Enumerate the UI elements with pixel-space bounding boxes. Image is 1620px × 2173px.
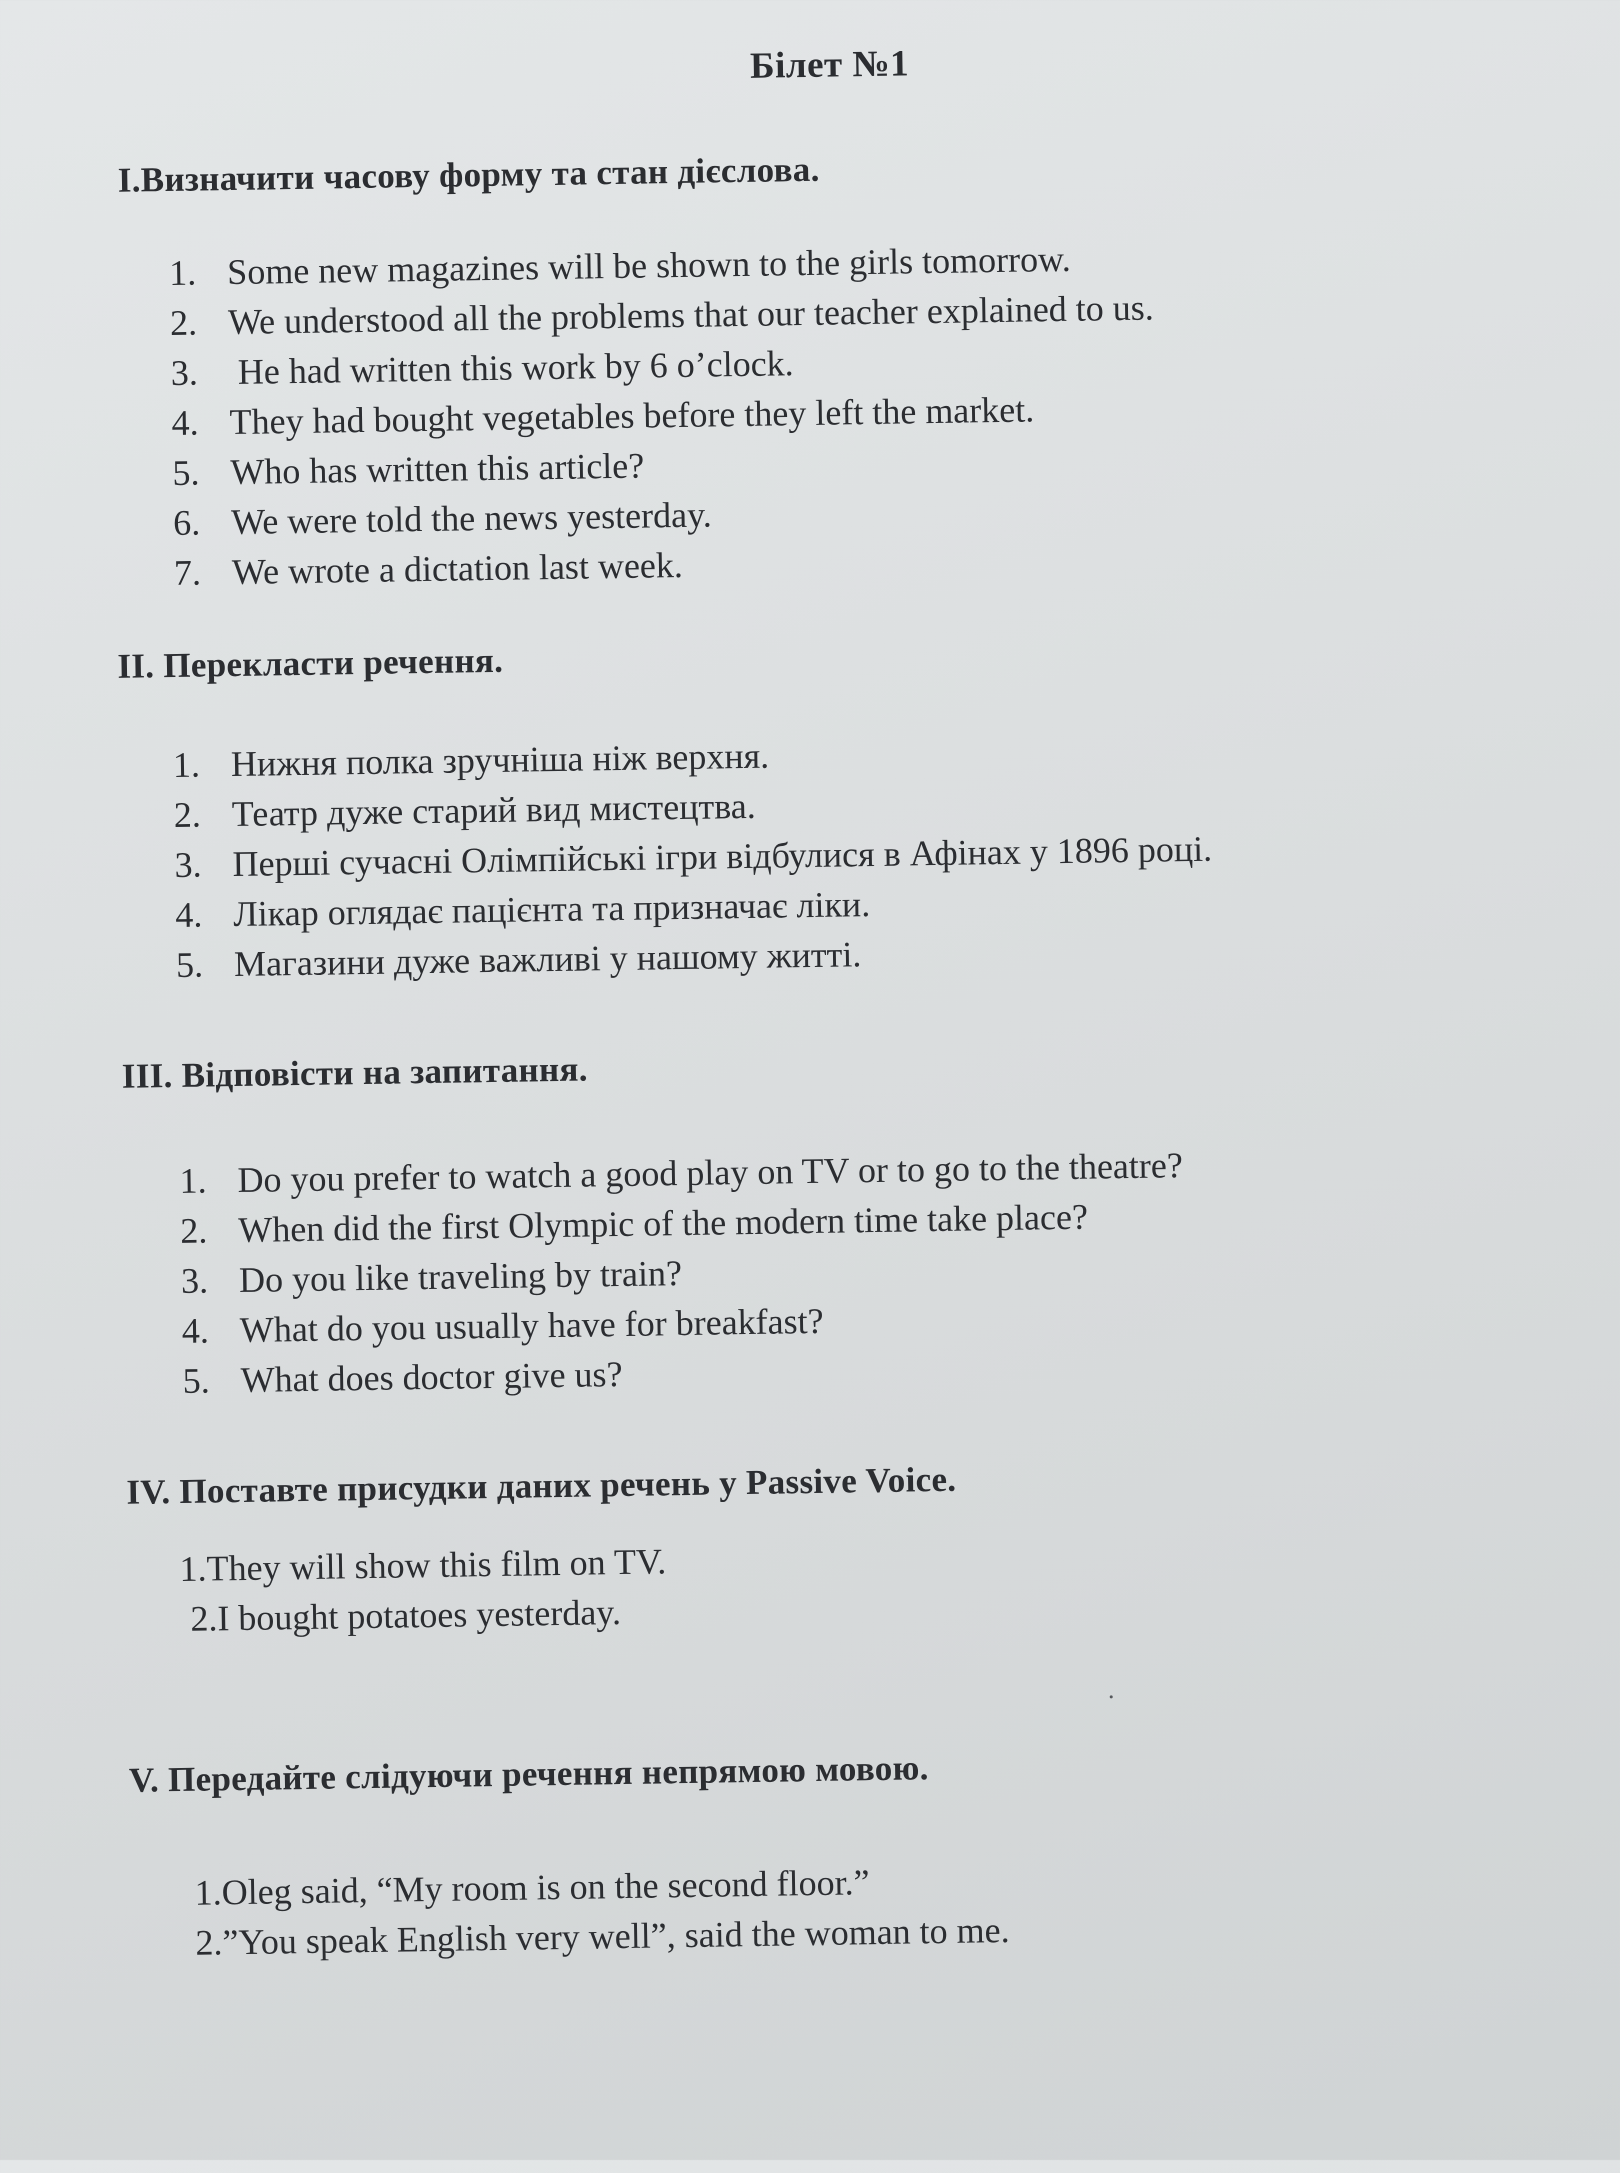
item-number: 4.: [181, 1310, 210, 1351]
item-number: 5.: [175, 944, 204, 985]
item-number: 2.: [169, 302, 198, 343]
item-text: They will show this film on TV.: [206, 1541, 667, 1589]
item-text: Oleg said, “My room is on the second floor.”: [221, 1862, 870, 1913]
item-number: 4.: [175, 894, 203, 935]
item-text: Нижня полка зручніша ніж верхня.: [230, 735, 770, 785]
item-text: They had bought vegetables before they left the market.: [229, 389, 1035, 443]
item-number: 2.: [195, 1922, 223, 1963]
item-number: 4.: [171, 402, 199, 443]
list-item: [180, 1586, 667, 1644]
item-number: 1.: [172, 744, 201, 785]
item-text: What do you usually have for breakfast?: [239, 1300, 824, 1350]
list-item: [179, 1536, 666, 1594]
item-number: 5.: [172, 452, 200, 493]
section-1-heading: I.Визначити часову форму та стан дієслова.: [117, 149, 820, 200]
section-3-list: [179, 1140, 1186, 1406]
ticket-title: Білет №1: [749, 43, 910, 87]
section-3-heading: III. Відповісти на запитання.: [121, 1049, 588, 1096]
item-number: 2.: [173, 794, 202, 835]
item-text: Some new magazines will be shown to the girls tomorrow.: [226, 238, 1071, 293]
item-text: Do you prefer to watch a good play on TV or to go to the theatre?: [237, 1145, 1184, 1201]
section-2-list: [173, 724, 1214, 990]
section-5-list: [194, 1855, 1010, 1968]
item-text: We understood all the problems that our teacher explained to us.: [227, 287, 1155, 343]
item-number: 1.: [179, 1548, 207, 1589]
item-text: We were told the news yesterday.: [230, 494, 713, 543]
item-text: What does doctor give us?: [240, 1353, 623, 1400]
item-number: 5.: [182, 1360, 210, 1401]
item-number: 3.: [174, 844, 202, 885]
item-number: 6.: [172, 502, 201, 543]
item-number: 2.: [179, 1210, 208, 1251]
item-number: 7.: [173, 552, 202, 593]
item-text: Театр дуже старий вид мистецтва.: [231, 785, 756, 835]
section-4-heading: IV. Поставте присудки даних речень у Passive Voice.: [126, 1459, 957, 1512]
item-number: 3.: [170, 352, 199, 393]
item-number: 1.: [168, 252, 197, 293]
item-number: 1.: [194, 1872, 223, 1913]
item-text: We wrote a dictation last week.: [231, 544, 684, 593]
item-number: 3.: [180, 1260, 209, 1301]
section-5-heading: V. Передайте слідуючи речення непрямою мовою.: [128, 1748, 929, 1800]
item-text: Do you like traveling by train?: [238, 1253, 683, 1300]
item-text: Магазини дуже важливі у нашому житті.: [233, 934, 862, 985]
item-text: Who has written this article?: [230, 445, 645, 493]
item-text: ”You speak English very well”, said the woman to me.: [222, 1909, 1010, 1963]
section-4-list: [179, 1536, 667, 1644]
section-1-list: [169, 233, 1158, 598]
item-text: Перші сучасні Олімпійські ігри відбулися в Афінах у 1896 році.: [232, 828, 1213, 885]
paper-speck: [1110, 1695, 1113, 1698]
item-text: When did the first Olympic of the modern time take place?: [237, 1196, 1089, 1250]
section-2-heading: II. Перекласти речення.: [117, 640, 504, 686]
item-text: He had written this work by 6 o’clock.: [228, 343, 794, 393]
item-number: 1.: [179, 1160, 207, 1201]
item-number: 2.: [190, 1598, 218, 1639]
item-text: I bought potatoes yesterday.: [217, 1592, 622, 1639]
item-text: Лікар оглядає пацієнта та призначає ліки.: [233, 884, 871, 935]
